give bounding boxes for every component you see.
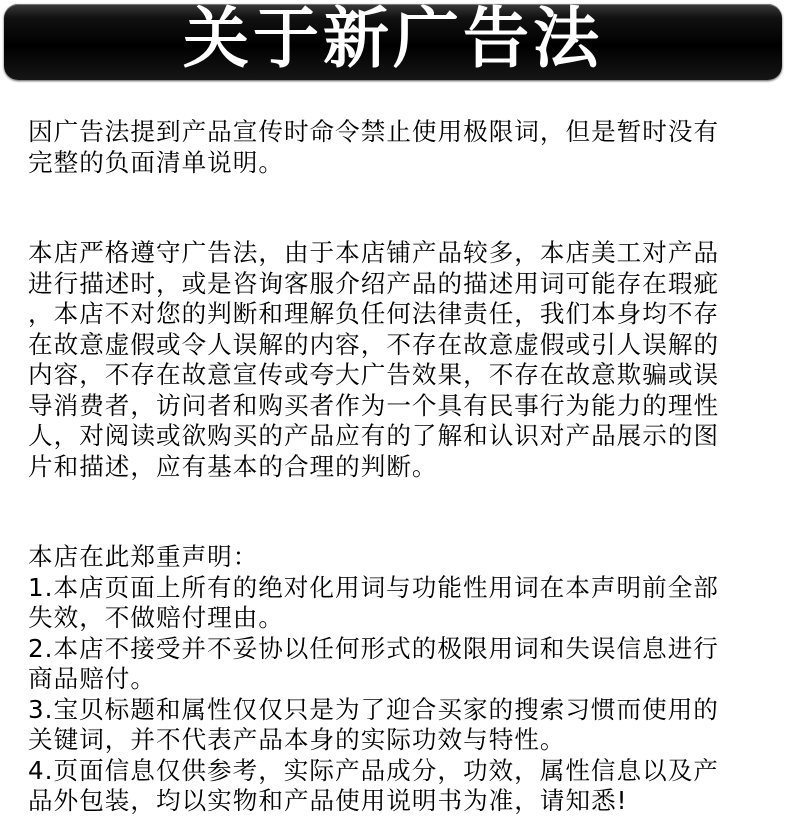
text-line: 关键词，并不代表产品本身的实际功效与特性。 — [28, 725, 566, 754]
text-line: 4.页面信息仅供参考，实际产品成分，功效，属性信息以及产 — [28, 755, 719, 785]
title-banner — [4, 0, 782, 80]
text-line: 2.本店不接受并不妥协以任何形式的极限用词和失误信息进行 — [28, 633, 719, 663]
text-line: 本店严格遵守广告法，由于本店铺产品较多，本店美工对产品 — [28, 238, 720, 267]
text-line: 进行描述时，或是咨询客服介绍产品的描述用词可能存在瑕疵 — [28, 268, 720, 298]
paragraph-gap — [28, 178, 778, 238]
text-line: 内容，不存在故意宣传或夸大广告效果，不存在故意欺骗或误 — [28, 360, 720, 389]
text-line: 完整的负面清单说明。 — [28, 147, 284, 177]
text-line: 商品赔付。 — [28, 664, 156, 693]
text-line: 在故意虚假或令人误解的内容，不存在故意虚假或引人误解的 — [28, 329, 720, 359]
paragraph-gap — [28, 482, 778, 542]
text-line: 品外包装，均以实物和产品使用说明书为准，请知悉! — [28, 786, 628, 815]
page-title: 关于新广告法 — [183, 0, 603, 77]
text-line: 失效，不做赔付理由。 — [28, 603, 284, 632]
declaration-paragraph — [28, 542, 778, 817]
text-line: 3.宝贝标题和属性仅仅只是为了迎合买家的搜索习惯而使用的 — [28, 694, 719, 724]
disclaimer-paragraph — [28, 238, 778, 482]
text-line: 片和描述，应有基本的合理的判断。 — [28, 451, 438, 481]
intro-paragraph — [28, 117, 778, 178]
text-line: 人，对阅读或欲购买的产品应有的了解和认识对产品展示的图 — [28, 421, 720, 450]
text-line: 本店在此郑重声明： — [28, 542, 259, 571]
text-line: ，本店不对您的判断和理解负任何法律责任，我们本身均不存 — [28, 299, 720, 328]
text-line: 1.本店页面上所有的绝对化用词与功能性用词在本声明前全部 — [28, 572, 719, 602]
text-line: 因广告法提到产品宣传时命令禁止使用极限词，但是暂时没有 — [28, 117, 720, 146]
notice-body — [28, 117, 778, 817]
text-line: 导消费者，访问者和购买者作为一个具有民事行为能力的理性 — [28, 390, 720, 420]
